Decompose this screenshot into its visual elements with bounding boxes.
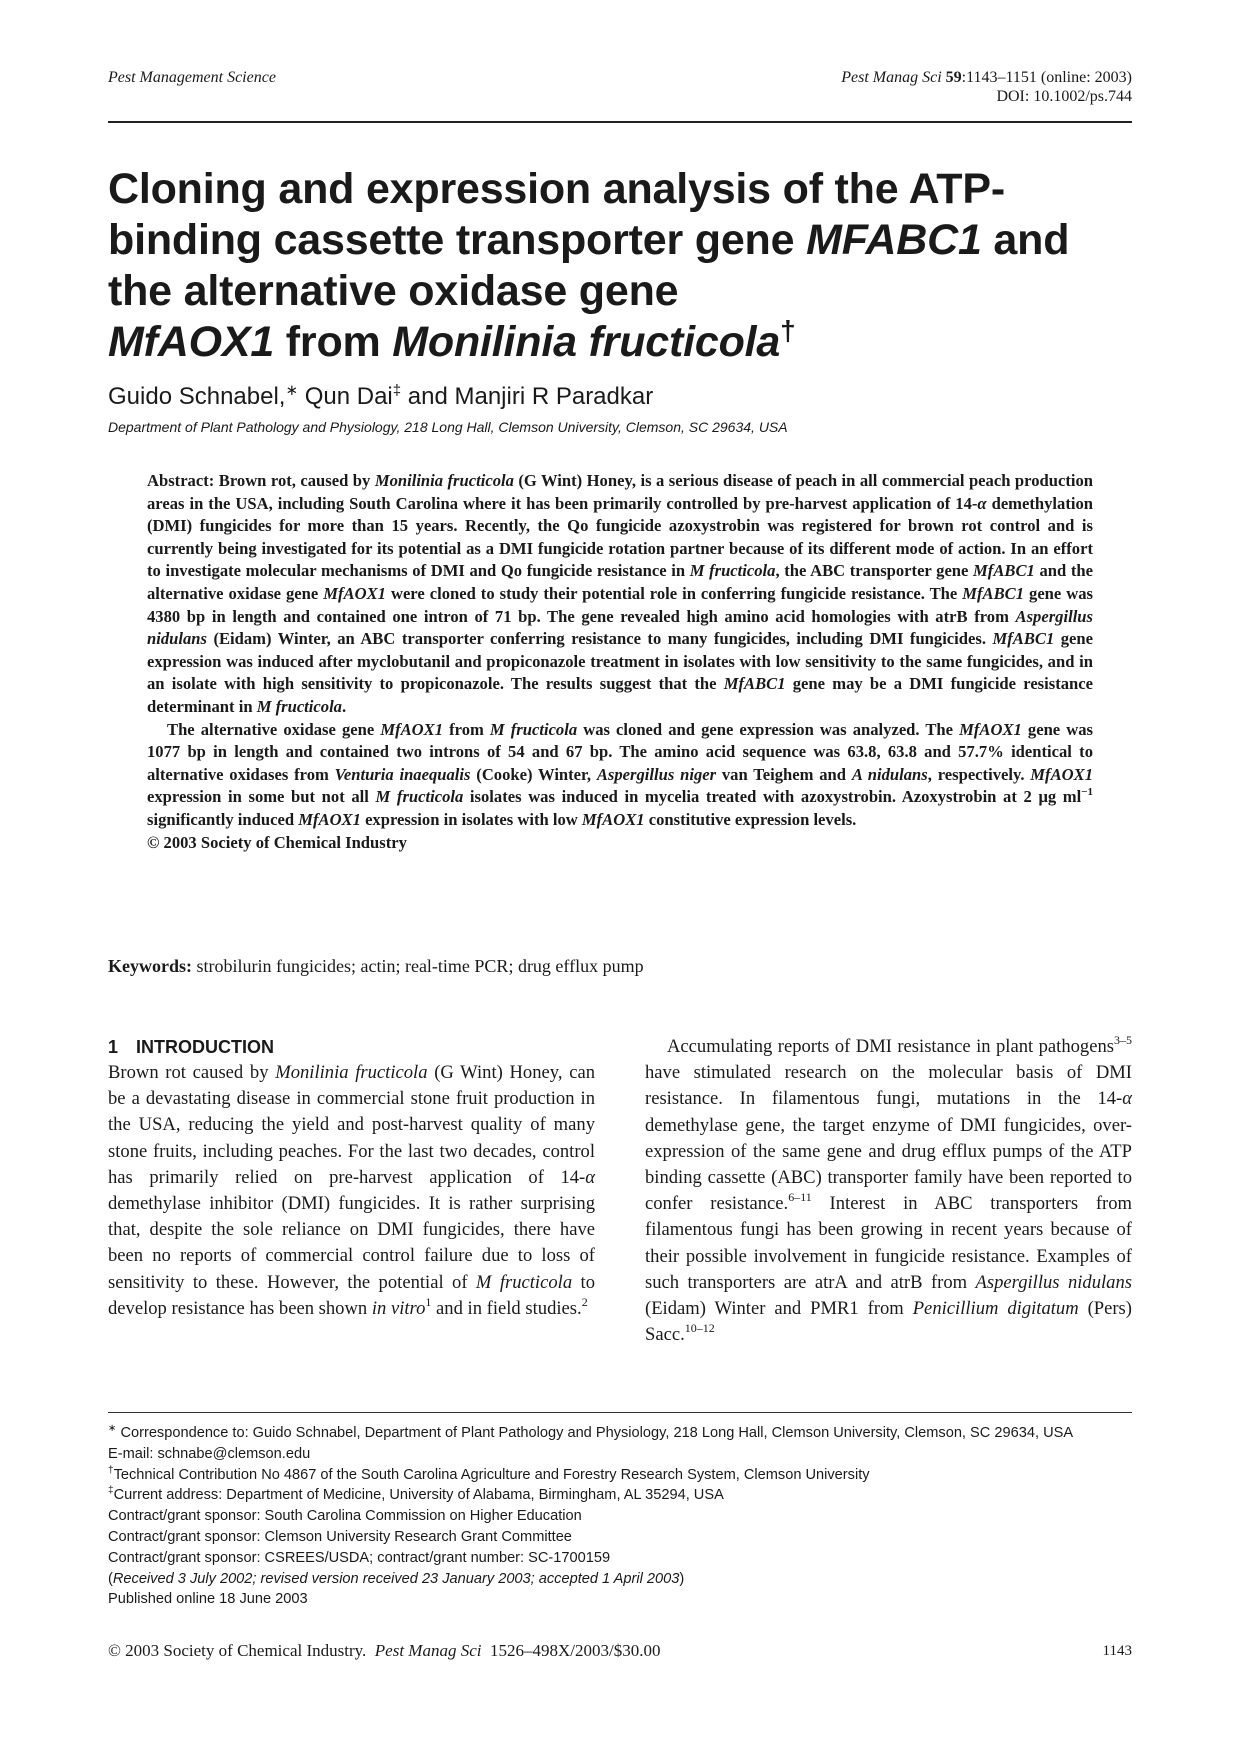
abstract-italic: A nidulans bbox=[851, 764, 928, 784]
author-2-mark[interactable]: ‡ bbox=[392, 382, 402, 399]
abstract-text: . bbox=[341, 696, 347, 716]
author-1: Guido Schnabel, bbox=[108, 383, 286, 410]
abstract-text: gene expression was induced after myclobutanil and propiconazole treatment in isolates with low sensitivity to the same fungicides, and in an isolate with high sensitivity to propiconazole. The results suggest that the bbox=[147, 629, 1093, 694]
title-part3: from bbox=[274, 318, 393, 366]
abstract-paragraph-1 bbox=[147, 470, 1093, 719]
abstract-text: demethylation (DMI) fungicides for more than 15 years. Recently, the Qo fungicide azoxystrobin was registered for brown rot control and is currently being investigated for its potential as a DMI fungicide rotation partner because of its different mode of action. In an effort to investigate molecular mechanisms of DMI and Qo fungicide resistance in bbox=[147, 493, 1093, 581]
body-text: demethylase inhibitor (DMI) fungicides. It is rather surprising that, despite the sole reliance on DMI fungicides, there have been no reports of commercial control failure due to loss of sensitivity to these. However, the potential of bbox=[108, 1193, 595, 1293]
title-footnote-mark[interactable]: † bbox=[780, 315, 796, 346]
abstract-italic: Aspergillus nidulans bbox=[147, 606, 1093, 649]
abstract-text: gene was 1077 bp in length and contained two introns of 54 and 67 bp. The amino acid sequence was 63.8, 63.8 and 57.7% identical to alternative oxidases from bbox=[147, 719, 1093, 784]
abstract-italic: M fructicola bbox=[375, 787, 464, 807]
intro-paragraph-2 bbox=[645, 1034, 1132, 1348]
footnote-mark: ‡ bbox=[108, 1485, 114, 1497]
body-text: (G Wint) Honey, can be a devastating disease in commercial stone fruit production in the USA, reducing the yield and post-harvest quality of many stone fruits, including peaches. For the last two decades, control has primarily relied on pre-harvest application of 14- bbox=[108, 1062, 595, 1188]
body-italic: Penicillium digitatum bbox=[912, 1298, 1079, 1320]
abstract-text: was cloned and gene expression was analyzed. The bbox=[577, 719, 960, 739]
citation-ref[interactable]: 3–5 bbox=[1114, 1033, 1132, 1047]
page-number: 1143 bbox=[1102, 1643, 1132, 1659]
abstract-text: from bbox=[443, 719, 490, 739]
body-text: demethylase gene, the target enzyme of DMI fungicides, over-expression of the same gene and drug efflux pumps of the ATP binding cassette (ABC) transporter family have been reported to confer resistance. bbox=[645, 1114, 1132, 1215]
footer-journal: Pest Manag Sci bbox=[374, 1641, 482, 1660]
abstract-italic: Aspergillus niger bbox=[596, 764, 717, 784]
abstract-paragraph-2 bbox=[147, 719, 1093, 855]
abstract-text: and the alternative oxidase gene bbox=[147, 561, 1093, 603]
citation-line bbox=[841, 69, 1132, 86]
paren-close: ) bbox=[679, 1570, 685, 1587]
abstract-italic: MfAOX1 bbox=[1030, 764, 1093, 784]
intro-left-column bbox=[108, 1034, 595, 1322]
abstract-italic: MfABC1 bbox=[723, 674, 786, 694]
intro-right-column bbox=[645, 1034, 1132, 1348]
body-italic: α bbox=[585, 1166, 595, 1188]
body-text: have stimulated research on the molecular basis of DMI resistance. In filamentous fungi, mutations in the 14- bbox=[645, 1062, 1132, 1110]
citation-volume: 59 bbox=[945, 69, 962, 86]
footnote-email bbox=[108, 1444, 1132, 1465]
body-text: Accumulating reports of DMI resistance in plant pathogens bbox=[667, 1036, 1114, 1057]
footer-issn: 1526–498X/2003/$30.00 bbox=[489, 1641, 661, 1660]
footnote-sponsor-1: Contract/grant sponsor: South Carolina Commission on Higher Education bbox=[108, 1508, 582, 1525]
abstract-italic: MfAOX1 bbox=[581, 809, 645, 829]
abstract-text: expression in isolates with low bbox=[360, 809, 582, 829]
body-italic: in vitro bbox=[371, 1297, 426, 1319]
abstract-text: constitutive expression levels. bbox=[644, 809, 857, 829]
abstract-italic: α bbox=[977, 493, 987, 513]
footnote-rule bbox=[108, 1412, 1132, 1413]
author-1-mark[interactable]: ∗ bbox=[285, 382, 299, 399]
email-link[interactable]: E-mail: schnabe@clemson.edu bbox=[108, 1445, 311, 1462]
body-italic: Aspergillus nidulans bbox=[975, 1271, 1133, 1293]
footnote-text: Correspondence to: Guido Schnabel, Department of Plant Pathology and Physiology, 218 Long Hall, Clemson University, Clemson, SC 29634, USA bbox=[116, 1425, 1074, 1441]
abstract-text: van Teighem and bbox=[716, 764, 852, 784]
section-title: INTRODUCTION bbox=[136, 1037, 275, 1057]
abstract-italic: M fructicola bbox=[689, 561, 776, 581]
abstract-italic: MfABC1 bbox=[973, 561, 1035, 581]
citation-ref[interactable]: 2 bbox=[581, 1294, 588, 1309]
body-text: Interest in ABC transporters from filamentous fungi has been growing in recent years because of their possible involvement in fungicide resistance. Examples of such transporters are atrA and atrB from bbox=[645, 1193, 1132, 1293]
footnote-sponsor-2: Contract/grant sponsor: Clemson University Research Grant Committee bbox=[108, 1528, 572, 1545]
abstract-italic: MfAOX1 bbox=[959, 719, 1022, 739]
footnote-dagger bbox=[108, 1465, 1132, 1486]
abstract-italic: Venturia inaequalis bbox=[334, 764, 471, 784]
keywords-label: Keywords: bbox=[108, 956, 192, 976]
abstract-text: significantly induced bbox=[147, 809, 299, 829]
citation-ref[interactable]: 6–11 bbox=[788, 1190, 812, 1205]
abstract-text: (Cooke) Winter, bbox=[470, 764, 597, 784]
author-3: and Manjiri R Paradkar bbox=[401, 383, 654, 410]
abstract-italic: M fructicola bbox=[489, 719, 578, 739]
abstract-text: Brown rot, caused by bbox=[214, 471, 375, 490]
abstract-text: (Eidam) Winter, an ABC transporter conferring resistance to many fungicides, including DMI fungicides. bbox=[206, 629, 993, 649]
citation-pages: :1143–1151 (online: 2003) bbox=[961, 69, 1132, 86]
body-text: to develop resistance has been shown bbox=[108, 1271, 595, 1319]
abstract-italic: MfABC1 bbox=[992, 629, 1055, 649]
footnote-mark: ∗ bbox=[108, 1423, 117, 1434]
body-italic: α bbox=[1122, 1088, 1132, 1110]
keywords bbox=[108, 954, 1132, 978]
title-organism: Monilinia fructicola bbox=[392, 318, 781, 366]
footnote-mark: † bbox=[108, 1464, 114, 1476]
abstract-italic: MfABC1 bbox=[962, 583, 1025, 603]
intro-paragraph-1 bbox=[108, 1060, 595, 1322]
footnote-text: Current address: Department of Medicine, University of Alabama, Birmingham, AL 35294, USA bbox=[113, 1487, 724, 1504]
title-gene1: MFABC1 bbox=[806, 216, 982, 264]
abstract-italic: MfAOX1 bbox=[380, 719, 444, 739]
keywords-text: strobilurin fungicides; actin; real-time PCR; drug efflux pump bbox=[192, 956, 644, 976]
abstract-text: were cloned to study their potential role in conferring fungicide resistance. The bbox=[385, 583, 963, 603]
footnote-correspondence bbox=[108, 1423, 1132, 1444]
footnote-sponsor-3: Contract/grant sponsor: CSREES/USDA; contract/grant number: SC-1700159 bbox=[108, 1549, 611, 1566]
affiliation: Department of Plant Pathology and Physiology, 218 Long Hall, Clemson University, Clemson, SC 29634, USA bbox=[108, 419, 788, 435]
body-italic: Monilinia fructicola bbox=[275, 1062, 428, 1083]
author-2: Qun Dai bbox=[298, 383, 393, 410]
header-rule bbox=[108, 121, 1132, 123]
abstract-text: The alternative oxidase gene bbox=[167, 719, 381, 739]
citation-journal: Pest Manag Sci bbox=[841, 69, 942, 86]
received-dates: Received 3 July 2002; revised version received 23 January 2003; accepted 1 April 2003 bbox=[112, 1570, 680, 1587]
section-heading bbox=[108, 1034, 595, 1060]
citation-ref[interactable]: 10–12 bbox=[684, 1321, 715, 1336]
footnote-published: Published online 18 June 2003 bbox=[108, 1591, 308, 1608]
abstract-text: , the ABC transporter gene bbox=[775, 561, 974, 581]
title-gene2: MfAOX1 bbox=[108, 318, 275, 366]
abstract-italic: Monilinia fructicola bbox=[374, 471, 514, 490]
body-text: (Pers) Sacc. bbox=[645, 1298, 1132, 1346]
author-list bbox=[108, 382, 1132, 412]
running-head bbox=[108, 68, 1132, 108]
abstract-italic: M fructicola bbox=[256, 696, 342, 716]
body-text: Brown rot caused by bbox=[108, 1062, 276, 1083]
doi-link[interactable]: DOI: 10.1002/ps.744 bbox=[996, 88, 1132, 105]
title-part1: Cloning and expression analysis of the ATP-binding cassette transporter gene bbox=[108, 165, 1005, 264]
citation-ref[interactable]: 1 bbox=[425, 1294, 432, 1309]
body-italic: M fructicola bbox=[475, 1271, 573, 1293]
abstract-italic: MfAOX1 bbox=[298, 809, 361, 829]
paren-open: ( bbox=[108, 1570, 113, 1587]
article-title bbox=[108, 164, 1138, 368]
abstract-superscript: −1 bbox=[1081, 786, 1093, 799]
abstract-text: expression in some but not all bbox=[147, 787, 376, 807]
title-part2: and the alternative oxidase gene bbox=[108, 216, 1070, 315]
section-number: 1 bbox=[108, 1037, 119, 1057]
body-text: (Eidam) Winter and PMR1 from bbox=[645, 1298, 913, 1320]
abstract-text: , respectively. bbox=[927, 764, 1031, 784]
abstract bbox=[147, 470, 1093, 854]
footnote-ddagger bbox=[108, 1485, 1132, 1506]
abstract-text: (G Wint) Honey, is a serious disease of peach in all commercial peach production areas in the USA, including South Carolina where it has been primarily controlled by pre-harvest application of 14- bbox=[147, 471, 1093, 513]
footnotes bbox=[108, 1423, 1132, 1610]
abstract-label: Abstract: bbox=[147, 471, 215, 490]
footnote-received bbox=[108, 1569, 1132, 1590]
footnote-text: Technical Contribution No 4867 of the South Carolina Agriculture and Forestry Research System, Clemson University bbox=[113, 1466, 870, 1483]
abstract-text: gene may be a DMI fungicide resistance determinant in bbox=[147, 674, 1093, 716]
abstract-text: gene was 4380 bp in length and contained one intron of 71 bp. The gene revealed high amino acid homologies with atrB from bbox=[147, 583, 1093, 626]
abstract-italic: MfAOX1 bbox=[323, 583, 386, 603]
footer-citation bbox=[108, 1640, 660, 1662]
citation-block bbox=[841, 68, 1132, 106]
page-footer bbox=[108, 1640, 1132, 1664]
abstract-copyright: © 2003 Society of Chemical Industry bbox=[147, 832, 407, 852]
body-text: and in field studies. bbox=[431, 1297, 582, 1319]
journal-name: Pest Management Science bbox=[108, 69, 276, 86]
footer-copyright: © 2003 Society of Chemical Industry. bbox=[108, 1641, 367, 1660]
abstract-text: isolates was induced in mycelia treated with azoxystrobin. Azoxystrobin at 2 μg ml bbox=[463, 787, 1082, 807]
